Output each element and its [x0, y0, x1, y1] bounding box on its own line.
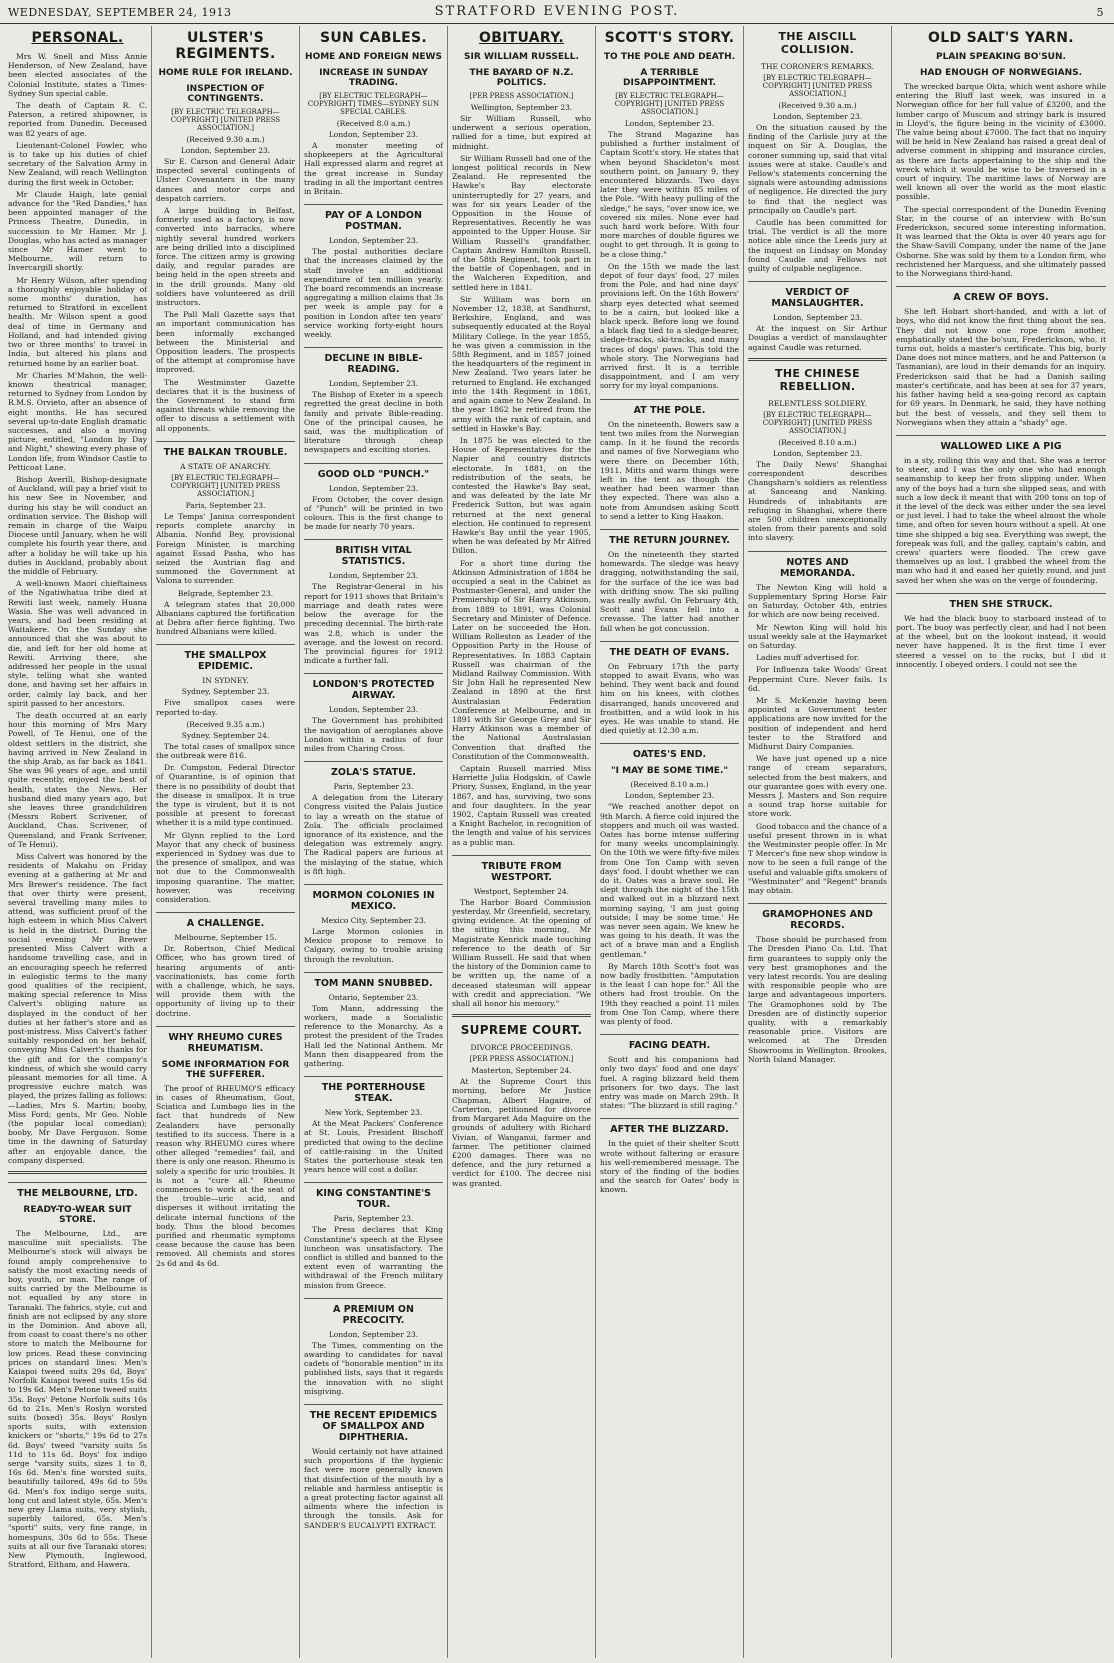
obituary-heading: OBITUARY. [479, 30, 564, 46]
section-heading: A PREMIUM ON PRECOCITY. [304, 1298, 443, 1326]
dateline: London, September 23. [772, 112, 863, 121]
article-paragraph: She left Hobart short-handed, and with a lot of boys, who did not know the first thing about the sea. They did not know one rope from another, emphatically stated the bo'sun, Frederickson, who, it turns out, holds a master's certificate. This big, burly Dane does not mince matters, and he and Patterson (a Tasmanian), are loud in their demands for an inquiry. Frederickson said that he had a Danish sailing master's certificate, and has been at sea for 37 years, his father having held a sea-going record as captain for 69 years. In Denmark, he said, they have nothing but the best of vessels, and they sell them to Norwegians when they attain a "shady" age. [896, 307, 1106, 427]
advertisement-heading: THE RECENT EPIDEMICS OF SMALLPOX AND DIPHTHERIA. [304, 1404, 443, 1443]
section-heading: MORMON COLONIES IN MEXICO. [304, 884, 443, 912]
received-time: (Received 8.0 a.m.) [336, 119, 411, 128]
section-heading: NOTES AND MEMORANDA. [748, 551, 887, 579]
article-paragraph: Mr Newton King will hold his usual weekly sale at the Haymarket on Saturday. [748, 622, 887, 650]
article-paragraph: Dr. Robertson, Chief Medical Officer, who has grown tired of hearing arguments of anti-vaccinationists, has come forth with a challenge, which, he says, will provide them with the opportunity of living up to their doctrine. [156, 944, 295, 1018]
subheading: HOME RULE FOR IRELAND. [158, 68, 293, 78]
article-paragraph: The wrecked barque Okta, which went ashore while entering the Bluff last week, was insured in a Norwegian office for her full value of £3200, and the lumber cargo of Muscum and stringy bark is insured in Lloyd's, the figure being in the vicinity of £3000. The value being about £7000. The fact that no inquiry will be held in New Zealand has raised a great deal of adverse comment in shipping and insurance circles, as there are facts appertaining to the ship and the wreck which it would be wise to be traversed in a court of inquiry. The maritime laws of Norway are well known all over the world as the most elastic possible. [896, 82, 1106, 202]
column-personal [4, 26, 152, 1658]
divider [8, 1171, 147, 1174]
dateline: London, September 23. [328, 705, 419, 715]
section-heading: BRITISH VITAL STATISTICS. [304, 539, 443, 567]
article-paragraph: The Registrar-General in his report for 1911 shows that Britain's marriage and death rates were below the average for the preceding decennial. The birth-rate was 2.8, which is under the average, and the lowest on record. The provincial figures for 1912 indicate a further fall. [304, 582, 443, 666]
advertisement-subheading: SOME INFORMATION FOR THE SUFFERER. [161, 1059, 290, 1080]
article-paragraph: A large building in Belfast, formerly used as a factory, is now converted into barracks, where nightly several hundred workers are being drilled into a disciplined force. The citizen army is growing daily, and regular parades are being held in the open streets and in the drill grounds. Many old soldiers have volunteered as drill instructors. [156, 206, 295, 308]
section-subheading: RELENTLESS SOLDIERY. [768, 398, 867, 408]
article-paragraph: Mrs W. Snell and Miss Annie Henderson, of New Zealand, have been elected associates of the Colonial Institute, states a Times-Sydney Sun special cable. [8, 52, 147, 98]
section-heading: A CHALLENGE. [156, 912, 295, 929]
dateline: Paris, September 23. [185, 500, 266, 510]
article-paragraph: Dr. Cumpston, Federal Director of Quarantine, is of opinion that there is no possibility of doubt that the disease is smallpox. It is true the type is virulent, but it is not possible at present to forecast whether it is a mild type continued. [156, 763, 295, 828]
article-paragraph: Five smallpox cases were reported to-day. [156, 698, 295, 717]
advertisement-text: The proof of RHEUMO'S efficacy in cases of Rheumatism, Gout, Sciatica and Lumbago lies in the fact that hundreds of New Zealanders have personally testified to its success. There is a reason why RHEUMO cures where other alleged "remedies" fail, and there is only one reason. Rheumo is solely a specific for uric troubles. It is not a "cure all." Rheumo commences to work at the seat of the trouble—uric acid, and disperses it without irritating the delicate internal functions of the body. Thus the blood becomes purified and rheumatic symptoms cease because the cause has been removed. All chemists and stores 2s 6d and 4s 6d. [156, 1083, 295, 1268]
section-subheading: IN SYDNEY. [202, 676, 249, 686]
received-time: (Received 9.30 a.m.) [778, 101, 857, 110]
article-paragraph: Those should be purchased from The Dresden Piano Co. Ltd. That firm guarantees to supply only the very best gramophones and the very latest records. You are dealing with responsible people who are large and advantageous importers. The Gramophones sold by The Dresden are of distinctly superior quality, with a remarkably reasonable price. Visitors are welcomed at The Dresden Showrooms in Wellington. Brookes, North Island Manager. [748, 935, 887, 1064]
dateline: Sydney, September 23. [181, 687, 270, 697]
wire-credit: [BY ELECTRIC TELEGRAPH—COPYRIGHT] [UNITED PRESS ASSOCIATION.] [614, 92, 725, 116]
article-paragraph: From October, the cover design of "Punch" will be printed in two colours. This is the first change to be made for nearly 70 years. [304, 494, 443, 532]
section-heading: AFTER THE BLIZZARD. [600, 1118, 739, 1135]
dateline: Ontario, September 23. [328, 992, 419, 1002]
article-paragraph: A delegation from the Literary Congress visited the Palais Justice to lay a wreath on the statue of Zola. The officials proclaimed ignorance of its existence, and the delegation was extremely angry. The Radical papers are furious at the mislaying of the statue, which is 8ft high. [304, 793, 443, 876]
article-paragraph: The total cases of smallpox since the outbreak were 816. [156, 741, 295, 760]
article-paragraph: Mr Claude Haigh, late genial advance for the "Red Dandies," has been appointed manager of the Princess Theatre, Dunedin, in succession to Mr Hamer. Mr J. Douglas, who has acted as manager since Mr Hamer went to Melbourne, will return to Invercargill shortly. [8, 189, 147, 273]
subheading: INSPECTION OF CONTINGENTS. [186, 84, 265, 104]
section-heading: SUPREME COURT. [460, 1023, 583, 1038]
article-paragraph: Bishop Averill, Bishop-designate of Auckland, will pay a brief visit to his new See in November, and during his stay he will conduct an ordination service. The Bishop will remain in charge of the Waipu Diocese until January, when he will complete his fourth year there, and after a holiday he will take up his duties in Auckland, probably about the middle of February. [8, 474, 147, 576]
dateline: London, September 23. [328, 1329, 419, 1339]
dateline: London, September 23. [624, 791, 715, 801]
article-paragraph: Lieutenant-Colonel Fowler, who is to take up his duties of chief secretary of the Salvation Army in New Zealand, will reach Wellington during the first week in October. [8, 140, 147, 187]
subheading: HOME AND FOREIGN NEWS [305, 52, 442, 62]
dateline: London, September 23. [180, 146, 271, 155]
article-paragraph: We had the black buoy to starboard instead of to port. The buoy was perfectly clear, and had I not been at the wheel, but on the lookout instead, it would never have happened. It is the first time I ever steered a vessel on to the rocks, but I did it innocently. I obeyed orders. I could not see the [896, 613, 1106, 669]
article-paragraph: The Press declares that King Constantine's speech at the Elysee luncheon was unsatisfactory. The conflict is stilled and banned to the extent even of warranting the withdrawal of the French military mission from Greece. [304, 1225, 443, 1290]
section-heading: KING CONSTANTINE'S TOUR. [304, 1182, 443, 1210]
article-paragraph: Mr Glynn replied to the Lord Mayor that any check of business experienced in Sydney was due to the presence of smallpox, and was not due to the Commonwealth imposing quarantine. The matter, however, was receiving consideration. [156, 830, 295, 904]
article-paragraph: At the inquest on Sir Arthur Douglas a verdict of manslaughter against Caudle was returned. [748, 324, 887, 352]
newspaper-title: STRATFORD EVENING POST. [434, 4, 680, 19]
article-paragraph: On the nineteenth, Bowers saw a tent two miles from the Norwegian camp. In it he found the records and names of five Norwegians who were there on December 16th, 1911. Mitts and warm things were left in the tent as though the weather had been warmer than they expected. There was also a note from Amundsen asking Scott to send a letter to King Haakon. [600, 419, 739, 521]
article-paragraph: Miss Calvert was honored by the residents of Makahu on Friday evening at a gathering at Mr and Mrs Brewer's residence. The fact that over thirty were present, several travelling many miles to attend, was sufficient proof of the high esteem in which Miss Calvert is held in the district. During the social evening Mr Brewer presented Miss Calvert with a handsome travelling case, and in an encouraging speech he referred in eulogistic terms to the many good qualities of the recipient, making special reference to Miss Calvert's obliging nature as displayed in the conduct of her duties at her father's store and as post-mistress. Miss Calvert's father suitably responded on her behalf, conveying Miss Calvert's thanks for the gift and for the company's kindness, of which she would carry pleasant memories for all time. A progressive euchre match was played, the prizes falling as follows:—Ladies, Mrs S. Martin; booby, Miss Ford; gents, Mr Geo. Noble (the popular local comedian); booby, Mr Dave Ferguson. Some time in the dawning of Saturday after an enjoyable dance, the company dispersed. [8, 852, 147, 1165]
dateline: Sydney, September 24. [181, 730, 270, 740]
article-paragraph: Caudle has been committed for trial. The verdict is all the more notice able since the Leeds jury at the inquest on Lindsay on Monday found Caudle and Fellows not guilty of culpable negligence. [748, 218, 887, 274]
wire-credit: [BY ELECTRIC TELEGRAPH—COPYRIGHT] [UNITED PRESS ASSOCIATION.] [762, 410, 873, 435]
article-paragraph: Scott and his companions had only two days' food and one days' fuel. A raging blizzard held them prisoners for two days. The last entry was made on March 29th. It states: "The blizzard is still raging." [600, 1055, 739, 1111]
section-subheading: A STATE OF ANARCHY. [180, 461, 271, 471]
article-paragraph: On February 17th the party stopped to await Evans, who was behind. They went back and found him on his knees, with clothes disarranged, hands uncovered and frostbitten, and a wild look in his eyes. He was unable to stand. He died quietly at 12.30 a.m. [600, 661, 739, 736]
section-heading: DECLINE IN BIBLE-READING. [304, 347, 443, 375]
received-time: (Received 8.10 a.m.) [630, 780, 709, 790]
article-paragraph: We have just opened up a nice range of cream separators, selected from the best makers, and our guarantee goes with every one. Messrs J. Masters and Son require a sound trap horse suitable for store work. [748, 754, 887, 819]
article-paragraph: In 1875 he was elected to the House of Representatives for the Napier and country districts electorate. In 1881, on the redistribution of the seats, he contested the Hawke's Bay seat, and was defeated by the late Mr Frederick Sutton, but was again returned at the next general election. He continued to represent Hawke's Bay until the year 1905, when he was defeated by Mr Alfred Dillon. [452, 435, 591, 556]
article-paragraph: Captain Russell married Miss Harriette Julia Hodgskin, of Cawle Priory, Sussex, England, in the year 1867, and has, surviving, two sons and four daughters. In the year 1902, Captain Russell was created a Knight Bachelor, in recognition of the length and value of his services as a public man. [452, 764, 591, 847]
column-aiscill-collision [744, 26, 892, 1658]
section-heading: GRAMOPHONES AND RECORDS. [748, 903, 887, 931]
received-time: (Received 9.30 a.m.) [186, 135, 265, 144]
article-paragraph: Large Mormon colonies in Mexico propose to remove to Calgary, owing to trouble arising through the revolution. [304, 926, 443, 964]
article-paragraph: "We reached another depot on 9th March. A fierce cold injured the stoppers and much oil was wasted. Oates has borne intense suffering for many weeks uncomplainingly. On the 10th we were fifty-five miles from One Ton Camp with seven days' food. I doubt whether we can do it. Oates was a brave soul. He slept through the night of the 15th and walked out in a blizzard next morning saying, 'I am just going outside; I may be some time.' He was never seen again. We knew he was going to his death. It was the act of a brave man and a English gentleman." [600, 802, 739, 959]
wire-credit: [PER PRESS ASSOCIATION.] [469, 1055, 574, 1064]
old-salts-yarn-heading: OLD SALT'S YARN. [928, 30, 1074, 46]
article-paragraph: The Government has prohibited the navigation of aeroplanes above London within a radius of four miles from Charing Cross. [304, 716, 443, 753]
dateline: London, September 23. [772, 313, 863, 323]
dateline: Wellington, September 23. [470, 103, 573, 112]
section-heading: GOOD OLD "PUNCH." [304, 463, 443, 480]
section-heading: THE RETURN JOURNEY. [600, 529, 739, 546]
dateline: London, September 23. [624, 119, 715, 128]
subheading: THE BAYARD OF N.Z. POLITICS. [469, 68, 574, 88]
section-heading: VERDICT OF MANSLAUGHTER. [748, 281, 887, 309]
advertisement-text: The Melbourne, Ltd., are masculine suit specialists. The Melbourne's stock will always be found amply comprehensive to satisfy the most exacting needs of boy, youth, or man. The range of suits carried by the Melbourne is not equalled by any store in Taranaki. The fabrics, style, cut and finish are not eclipsed by any store in the Dominion. And above all, from coast to coast there's no other store to match the Melbourne for low prices. Read these convincing prices on standard lines: Men's Kaiapoi tweed suits 29s 6d, Boys' Norfolk Kaiapoi tweed suits 15s 6d to 19s 6d. Men's Petone tweed suits 35s. Boys' Petone Norfolk suits 16s 6d to 21s. Men's Roslyn worsted suits (boxed) 35s. Boys' Roslyn sports suits, with extension knickers or "shorts," 19s 6d to 27s 6d. Boys' tweed "varsity suits 5s 11d to 11s 6d. Boys' fox indigo serge "varsity suits, sizes 1 to 8, 16s 6d. Men's fine worsted suits, beautifully tailored, 49s 6d to 59s 6d. Men's fox indigo serge suits, long cut and latest style, 65s. Men's new grey Llama suits, very stylish, superbly tailored, 65s. Men's "sporti" suits, very fine range, in homespuns, 30s 6d to 55s. These suits at all our five Taranaki stores: New Plymouth, Inglewood, Stratford, Eltham, and Hawera. [8, 1228, 147, 1570]
sun-cables-heading: SUN CABLES. [319, 30, 427, 46]
subheading: INCREASE IN SUNDAY TRADING. [319, 68, 428, 88]
dateline: London, September 23. [328, 571, 419, 581]
article-paragraph: A well-known Maori chieftainess of the Ngatiwhatua tribe died at Rewiti last week, namely Huana Wasia. She was well advanced in years, and had been residing at Waitakere. On the Sunday she announced that she was about to die, and left for her old home at Rewiti. Arriving there, she addressed her people in the usual style, telling what she wanted done, and having set her affairs in order, calmly lay back, and her spirit passed to her ancestors. [8, 579, 147, 708]
article-paragraph: Good tobacco and the chance of a useful present thrown in is what the Westminster people offer. In Mr T Mercer's fine new shop window is now to be seen a full range of the useful and valuable gifts smokers of "Westminster" and "Regent" brands may obtain. [748, 821, 887, 895]
section-heading: OATES'S END. [600, 743, 739, 760]
dateline: London, September 23. [328, 379, 419, 389]
ulster-heading: ULSTER'S REGIMENTS. [175, 30, 276, 62]
subheading: HAD ENOUGH OF NORWEGIANS. [919, 68, 1083, 78]
article-paragraph: The Strand Magazine has published a further instalment of Captain Scott's story. He states that when beyond Shackleton's most southern point, on January 9, they encountered blizzards. Two days later they were within 85 miles of the Pole. "With heavy pulling of the sledge," he says, "over snow ice, we covered six miles. None ever had such hard work before. With four more marches of double figures we ought to get through. It is going to be a close thing." [600, 130, 739, 259]
issue-date: WEDNESDAY, SEPTEMBER 24, 1913 [8, 6, 232, 19]
advertisement-subheading: READY-TO-WEAR SUIT STORE. [23, 1204, 132, 1225]
article-paragraph: Mr Charles M'Mahon, the well-known theatrical manager, returned to Sydney from London by R.M.S. Orvieto, after an absence of eight months. He has secured several up-to-date English dramatic successes, and also a moving picture, entitled, "London by Day and Night," showing every phase of London life, from Windsor Castle to Petticoat Lane. [8, 370, 147, 472]
section-heading: THEN SHE STRUCK. [896, 593, 1106, 610]
section-subheading: "I MAY BE SOME TIME." [610, 766, 729, 777]
section-heading: AT THE POLE. [600, 399, 739, 416]
article-paragraph: For a short time during the Atkinson Administration of 1884 he occupied a seat in the Cabinet as Postmaster-General, and under the Premiership of Sir Harry Atkinson, from 1889 to 1891, was Colonial Secretary and Minister of Defence. Later on he succeeded the Hon. William Rolleston as Leader of the Opposition Party in the House of Representatives. In 1883 Captain Russell was chairman of the Midland Railway Commission. With Sir John Hall he represented New Zealand in 1890 at the first Australasian Federation Conference at Melbourne, and in 1891 with Sir George Grey and Sir Harry Atkinson was a member of the National Australasian Convention that drafted the Constitution of the Commonwealth. [452, 558, 591, 761]
dateline: London, September 23. [328, 483, 419, 493]
section-heading: ZOLA'S STATUE. [304, 761, 443, 778]
wire-credit: [PER PRESS ASSOCIATION.] [469, 92, 574, 100]
column-obituary [448, 26, 596, 1658]
wire-credit: [BY ELECTRIC TELEGRAPH—COPYRIGHT] [UNITED PRESS ASSOCIATION.] [170, 473, 281, 498]
section-heading: PAY OF A LONDON POSTMAN. [304, 204, 443, 232]
wire-credit: [BY ELECTRIC TELEGRAPH—COPYRIGHT] [UNITED PRESS ASSOCIATION.] [762, 74, 873, 98]
article-paragraph: The Newton King will hold a Supplementary Spring Horse Fair on Saturday, October 4th, entries for which are now being received. [748, 582, 887, 620]
article-paragraph: The death of Captain R. C. Paterson, a retired shipowner, is reported from Dunedin. Deceased was 82 years of age. [8, 101, 147, 138]
section-heading: TOM MANN SNUBBED. [304, 972, 443, 989]
article-paragraph: The Pall Mall Gazette says that an important communication has been informally exchanged between the Ministerial and Opposition leaders. The prospects of the attempt at compromise have improved. [156, 310, 295, 375]
article-paragraph: At the Supreme Court this morning, before Mr Justice Chapman, Albert Hagaire, of Carterton, petitioned for divorce from Margaret Ada Maguire on the grounds of adultery with Richard Vivian, of Wanganui, farmer and farmer. The petitioner claimed £200 damages. There was no defence, and the jury returned a verdict for £100. The decree nisi was granted. [452, 1077, 591, 1188]
dateline: London, September 23. [328, 236, 419, 246]
advertisement-heading: THE MELBOURNE, LTD. [8, 1182, 147, 1199]
dateline: Westport, September 24. [473, 886, 570, 896]
subheading: PLAIN SPEAKING BO'SUN. [936, 52, 1066, 62]
received-time: (Received 9.35 a.m.) [186, 719, 265, 729]
article-paragraph: Sir William was born on November 12, 1838, at Sandhurst, Berkshire, England, and was subsequently educated at the Royal Military College. In the year 1855, he was given a commission in the 58th Regiment, and in 1857 joined the headquarters of the regiment in New Zealand. Two years later he returned to England. He exchanged into the 14th Regiment in 1861, and again came to New Zealand. In the year 1862 he retired from the army with the rank of captain, and settled in Hawke's Bay. [452, 294, 591, 433]
section-heading: FACING DEATH. [600, 1034, 739, 1051]
personal-heading: PERSONAL. [31, 30, 124, 46]
dateline: London, September 23. [772, 448, 863, 458]
section-heading: THE SMALLPOX EPIDEMIC. [156, 644, 295, 672]
wire-credit: [BY ELECTRIC TELEGRAPH—COPYRIGHT] [UNITED PRESS ASSOCIATION.] [170, 108, 281, 132]
subheading: TO THE POLE AND DEATH. [603, 52, 736, 62]
article-paragraph: Sir William Russell had one of the longest political records in New Zealand. He represented the Hawke's Bay electorate uninterruptedly for 27 years, and was for six years Leader of the Opposition in the House of Representatives. Recently he was appointed to the Upper House. Sir William Russell's grandfather, Captain Andrew Hamilton Russell, of the 58th Regiment, took part in the battle of Copenhagen, and in the Walcheren Expedition, and settled here in 1841. [452, 153, 591, 292]
article-paragraph: The Bishop of Exeter in a speech regretted the great decline in both family and private Bible-reading. One of the principal causes, he said, was the multiplication of literature through cheap newspapers and exciting stories. [304, 390, 443, 455]
dateline: Belgrade, September 23. [177, 588, 274, 598]
article-paragraph: Sir William Russell, who underwent a serious operation, rallied for a time, but expired at midnight. [452, 114, 591, 151]
scotts-story-heading: SCOTT'S STORY. [604, 30, 735, 46]
article-paragraph: At the Meat Packers' Conference at St. Louis, President Bischoff predicted that owing to the decline of cattle-raising in the United States the porterhouse steak ten years hence will cost a dollar. [304, 1119, 443, 1175]
section-heading: THE AISCILL COLLISION. [778, 30, 857, 56]
wire-credit: [BY ELECTRIC TELEGRAPH—COPYRIGHT] TIMES—SYDNEY SUN SPECIAL CABLES. [307, 92, 440, 116]
newspaper-columns [4, 26, 1110, 1658]
section-heading: TRIBUTE FROM WESTPORT. [452, 855, 591, 883]
divider [452, 1014, 591, 1017]
article-paragraph: A telegram states that 20,000 Albanians captured the fortification at Debra after fierce fighting. Two hundred Albanians were killed. [156, 599, 295, 637]
article-paragraph: On the 15th we made the last depot of four days' food, 27 miles from the Pole, and had nine days' provisions left. On the 16th Bowers' sharp eyes detected what seemed to be a cairn, but looked like a black speck. Before long we found a black flag tied to a sledge-bearer, sledge-tracks, ski-tracks, and many traces of dogs' paws. This told the whole story. The Norwegians had arrived first. It is a terrible disappointment, and I am very sorry for my loyal companions. [600, 261, 739, 391]
dateline: Mexico City, September 23. [320, 915, 427, 925]
article-paragraph: The Harbor Board Commission yesterday, Mr Greenfield, secretary, giving evidence. At the opening of the sitting this morning, Mr Magistrate Kenrick made touching reference to the death of Sir William Russell. He said that when the history of the Dominion came to be written up, the name of a deceased statesman will appear with credit and appreciation. "We shall all honor his memory." [452, 897, 591, 1009]
subheading: A TERRIBLE DISAPPOINTMENT. [623, 68, 716, 88]
section-heading: THE DEATH OF EVANS. [600, 641, 739, 658]
dateline: Paris, September 23. [333, 782, 414, 792]
column-sun-cables [300, 26, 448, 1658]
page-number: 5 [1096, 6, 1104, 19]
column-ulster [152, 26, 300, 1658]
dateline: Melbourne, September 15. [174, 933, 277, 943]
article-paragraph: By March 18th Scott's foot was now badly frostbitten. "Amputation is the least I can hope for." All the others had frost trouble. On the 19th they reached a point 11 miles from One Ton Camp, where there was plenty of food. [600, 961, 739, 1027]
section-heading: THE CHINESE REBELLION. [775, 366, 860, 393]
article-paragraph: The death occurred at an early hour this morning of Mrs Mary Powell, of Te Henui, one of the oldest settlers in the district, she having arrived in New Zealand in the ship Arab, as far back as 1841. She was 96 years of age, and until quite recently, enjoyed the best of health, states the News. Her husband died many years ago, but she leaves three grandchildren (Messrs Robert Scrivener, of Auckland, Chas. Scrivener, of Queensland, and Frank Scrivener, of Te Henui). [8, 711, 147, 849]
article-paragraph: Mr S. McKenzie having been appointed a Government tester applications are now invited for the position of independent and herd tester to the Stratford and Midhurst Dairy Companies. [748, 695, 887, 751]
article-paragraph: Ladies muff advertised for. [756, 653, 860, 663]
article-paragraph: On the nineteenth they started homewards. The sledge was heavy dragging, notwithstanding the sail, for the surface of the ice was bad with drifting snow. The ski pulling was really awful. On February 4th, Scott and Evans fell into a crevasse. The latter had another fall when he got concussion. [600, 549, 739, 633]
advertisement-text: Would certainly not have attained such proportions if the hygienic fact were more generally known that disinfection of the mouth by a reliable and harmless antiseptic is a great protecting factor against all ailments where the infection is through the tonsils. Ask for SANDER'S EUCALYPTI EXTRACT. [304, 1447, 443, 1530]
article-paragraph: The Daily News' Shanghai correspondent describes Changsharn's soldiers as relentless at Sanceang and Nanking. Hundreds of inhabitants are refuging in Shanghai, where there are 500 children unexceptionally stolen from their parents and sold into slavery. [748, 459, 887, 543]
dateline: New York, September 23. [324, 1108, 423, 1118]
article-paragraph: In the quiet of their shelter Scott wrote without faltering or erasure his well-remembered message. The story of the finding of the bodies and the search for Oates' body is known. [600, 1139, 739, 1195]
dateline: London, September 23. [328, 130, 419, 139]
subheading: SIR WILLIAM RUSSELL. [464, 52, 579, 62]
dateline: Paris, September 23. [333, 1214, 414, 1224]
article-paragraph: On the situation caused by the finding of the Carlisle jury at the inquest on Sir A. Douglas, the coroner summing up, said that vital issues were at stake. Caudle's and Fellow's statements concerning the signals were astounding admissions of negligence. He directed the jury to find that the neglect was principally on Caudle's part. [748, 123, 887, 215]
section-subheading: THE CORONER'S REMARKS. [760, 62, 875, 71]
article-paragraph: A monster meeting of shopkeepers at the Agricultural Hall expressed alarm and regret at the great increase in Sunday trading in all the important centres in Britain. [304, 141, 443, 197]
article-paragraph: For Influenza take Woods' Great Peppermint Cure. Never fails. 1s 6d. [748, 665, 887, 693]
column-old-salts-yarn [892, 26, 1110, 1658]
section-heading: THE BALKAN TROUBLE. [156, 441, 295, 458]
article-paragraph: in a sty, rolling this way and that. She was a terror to steer, and I was the only one who had enough seamanship to keep her from slipping under. When any of the boys had a turn she slipped seas, and with such a low deck it meant that with 200 tons on top of it the level of the deck was either under the sea level or just level. I had to take the wheel almost the whole time, and often for seven hours without a spell. At one time she shipped a big sea. Everything was swept, the forepeak was full, and the galley, captain's cabin, and crews' quarters were flooded. The crew gave themselves up as lost. I grabbed the wheel from the man who had it and eased her quietly round, and just saved her when she was on the verge of foundering. [896, 455, 1106, 585]
article-paragraph: Le Temps' Janina correspondent reports complete anarchy in Albania. Nonfid Bey, provisional Foreign Minister, is marching against Essad Pasha, who has seized the Austrian flag and summoned the Government at Valona to surrender. [156, 511, 295, 586]
article-paragraph: Tom Mann, addressing the workers, made a Socialistic reference to the Monarchy. As a protest the president of the Trades Hall led the National Anthem. Mr Mann then disappeared from the gathering. [304, 1003, 443, 1068]
section-heading: WALLOWED LIKE A PIG [896, 435, 1106, 452]
advertisement-heading: WHY RHEUMO CURES RHEUMATISM. [156, 1026, 295, 1054]
article-paragraph: The postal authorities declare that the increases claimed by the staff involve an additional expenditure of ten million yearly. The board recommends an increase aggregating a million claims that 3s per week is ample pay for a position in London after ten years' service working forty-eight hours weekly. [304, 247, 443, 340]
masthead [0, 0, 1114, 24]
article-paragraph: The special correspondent of the Dunedin Evening Star, in the course of an interview with Bo'sun Frederickson, secured some interesting information. It was learned that the Okta is over 40 years ago for the Shaw-Savill Company, under the name of the Jane Osborne. She was sold by them to a London firm, who rechristened her Marquess, and she ultimately passed to the Norwegians third-hand. [896, 204, 1106, 279]
article-paragraph: The Times, commenting on the awarding to candidates for naval cadets of "honorable mention" in its published lists, says that it regards the innovation with no slight misgiving. [304, 1340, 443, 1396]
article-paragraph: The Westminster Gazette declares that it is the business of the Government to stand firm against threats while removing the offer to discuss a settlement with all opponents. [156, 377, 295, 433]
section-heading: THE PORTERHOUSE STEAK. [304, 1076, 443, 1104]
dateline: Masterton, September 24. [471, 1066, 572, 1076]
article-paragraph: Sir E. Carson and General Adair inspected several contingents of Ulster Covenanters in the many dances and motor corps and despatch carriers. [156, 157, 295, 203]
section-subheading: DIVORCE PROCEEDINGS. [470, 1043, 573, 1053]
divider [748, 358, 887, 361]
article-paragraph: Mr Henry Wilson, after spending a thoroughly enjoyable holiday of some months' duration, has returned to Stratford in excellent health. Mr Wilson spent a good deal of time in Germany and Holland, and had intended giving two or three months' to travel in India, but altered his plans and returned home by an earlier boat. [8, 275, 147, 368]
section-heading: LONDON'S PROTECTED AIRWAY. [304, 673, 443, 701]
section-heading: A CREW OF BOYS. [896, 286, 1106, 303]
received-time: (Received 8.10 a.m.) [778, 437, 857, 447]
column-scotts-story [596, 26, 744, 1658]
